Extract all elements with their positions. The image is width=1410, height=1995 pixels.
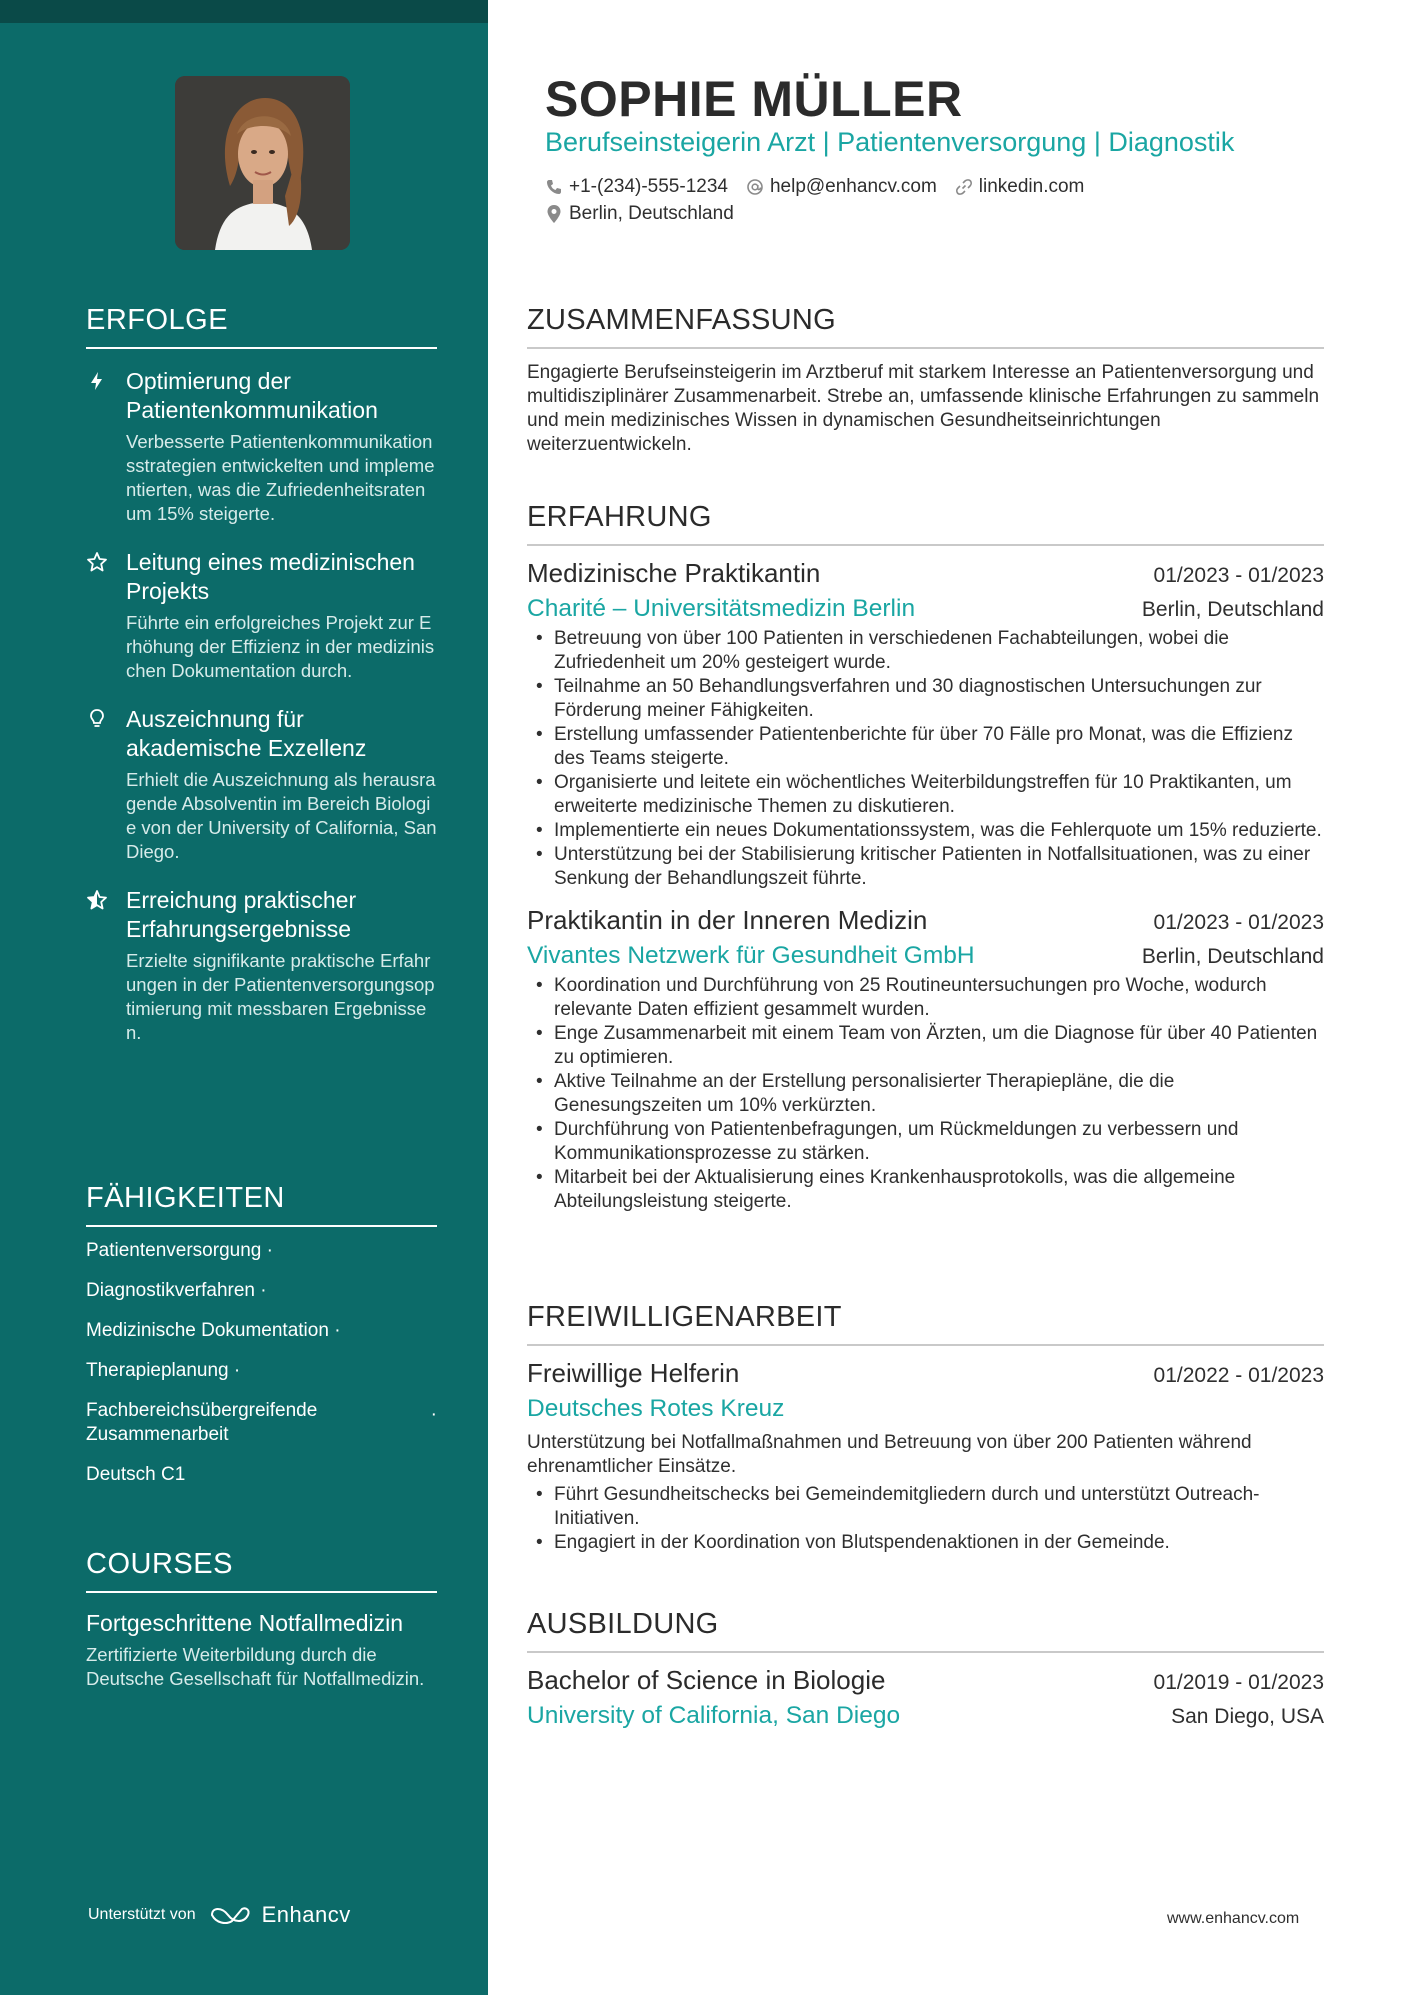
skills-heading: FÄHIGKEITEN bbox=[86, 1182, 437, 1227]
skill-separator: · bbox=[430, 1404, 437, 1425]
skill-label: Medizinische Dokumentation bbox=[86, 1320, 329, 1341]
volunteer-desc: Unterstützung bei Notfallmaßnahmen und Betreuung von über 200 Patienten während ehrenamtlicher Einsätze. bbox=[527, 1432, 1252, 1477]
volunteer-bullets bbox=[527, 1483, 1324, 1555]
at-icon bbox=[746, 178, 764, 196]
bullet-item: • Betreuung von über 100 Patienten in verschiedenen Fachabteilungen, wobei die Zufriedenheit um 20% gesteigert wurde. bbox=[527, 627, 1324, 675]
sidebar-top-bar bbox=[0, 0, 488, 23]
job-header bbox=[527, 558, 1324, 589]
achievement-desc: Führte ein erfolgreiches Projekt zur Erhöhung der Effizienz in der medizinischen Dokumentation durch. bbox=[126, 612, 435, 681]
job-title: Medizinische Praktikantin bbox=[527, 558, 821, 588]
skill-item bbox=[86, 1319, 437, 1343]
job-bullets bbox=[527, 627, 1324, 891]
contact-row bbox=[545, 176, 1102, 198]
achievement-title: Erreichung praktischer Erfahrungsergebnisse bbox=[126, 887, 357, 942]
bullet-item: • Engagiert in der Koordination von Blutspendenaktionen in der Gemeinde. bbox=[527, 1531, 1324, 1555]
achievement-title: Leitung eines medizinischen Projekts bbox=[126, 549, 415, 604]
job-subheader bbox=[527, 942, 1324, 970]
bullet-item: • Führt Gesundheitschecks bei Gemeindemitgliedern durch und unterstützt Outreach-Initiativen. bbox=[527, 1483, 1324, 1531]
summary-heading: ZUSAMMENFASSUNG bbox=[527, 304, 1324, 349]
linkedin-contact[interactable] bbox=[955, 176, 1085, 198]
linkedin-text: linkedin.com bbox=[978, 176, 1085, 197]
volunteer-header bbox=[527, 1358, 1324, 1389]
location-pin-icon bbox=[545, 204, 563, 224]
education-entry bbox=[527, 1665, 1324, 1730]
job-entry bbox=[527, 905, 1324, 1214]
footer-url[interactable]: www.enhancv.com bbox=[1167, 1910, 1300, 1927]
achievement-desc: Erzielte signifikante praktische Erfahrungen in der Patientenversorgungsoptimierung mit messbaren Ergebnissen. bbox=[126, 950, 435, 1043]
skill-item bbox=[86, 1463, 437, 1487]
skill-item bbox=[86, 1239, 437, 1263]
enhancv-brand bbox=[208, 1902, 351, 1928]
skill-separator: · bbox=[233, 1360, 241, 1381]
skills-section bbox=[86, 1182, 437, 1487]
location-contact bbox=[545, 203, 734, 225]
job-location: Berlin, Deutschland bbox=[1141, 598, 1324, 621]
skill-label: Patientenversorgung bbox=[86, 1240, 262, 1261]
location-row bbox=[545, 203, 752, 225]
skill-separator: · bbox=[334, 1320, 341, 1341]
education-location: San Diego, USA bbox=[1171, 1705, 1324, 1728]
education-school: University of California, San Diego bbox=[527, 1702, 901, 1729]
email-contact[interactable] bbox=[746, 176, 937, 198]
bullet-item: • Organisierte und leitete ein wöchentliches Weiterbildungstreffen für 10 Praktikanten, um erweiterte medizinische Themen zu diskutieren. bbox=[527, 771, 1324, 819]
star-outline-icon bbox=[86, 551, 108, 573]
profile-photo bbox=[175, 76, 350, 250]
achievement-desc: Erhielt die Auszeichnung als herausragende Absolventin im Bereich Biologie von der University of California, San Diego. bbox=[126, 769, 437, 862]
bolt-icon bbox=[86, 370, 108, 392]
email-text: help@enhancv.com bbox=[769, 176, 937, 197]
skill-item bbox=[86, 1279, 437, 1303]
volunteer-dates: 01/2022 - 01/2023 bbox=[1153, 1364, 1324, 1387]
course-title: Fortgeschrittene Notfallmedizin bbox=[86, 1610, 404, 1636]
volunteer-section bbox=[527, 1301, 1324, 1555]
achievement-title: Optimierung der Patientenkommunikation bbox=[126, 368, 378, 423]
skill-label: Diagnostikverfahren bbox=[86, 1280, 255, 1301]
job-subheader bbox=[527, 595, 1324, 623]
job-company: Charité – Universitätsmedizin Berlin bbox=[527, 595, 916, 622]
job-location: Berlin, Deutschland bbox=[1141, 945, 1324, 968]
skill-item bbox=[86, 1399, 437, 1447]
phone-text: +1-(234)-555-1234 bbox=[569, 176, 728, 197]
education-degree: Bachelor of Science in Biologie bbox=[527, 1665, 886, 1695]
job-company: Vivantes Netzwerk für Gesundheit GmbH bbox=[527, 942, 975, 969]
education-section bbox=[527, 1608, 1324, 1730]
phone-icon bbox=[545, 178, 563, 196]
powered-by bbox=[88, 1902, 351, 1928]
volunteer-organization: Deutsches Rotes Kreuz bbox=[527, 1395, 785, 1422]
summary-text: Engagierte Berufseinsteigerin im Arztberuf mit starkem Interesse an Patientenversorgung und multidisziplinärer Zusammenarbeit. Strebe an, umfassende klinische Erfahrungen zu sammeln und mein medizinisches Wissen in dynamischen Gesundheitseinrichtungen weiterzuentwickeln. bbox=[527, 362, 1320, 455]
skill-separator: · bbox=[260, 1280, 267, 1301]
education-header bbox=[527, 1665, 1324, 1696]
course-desc: Zertifizierte Weiterbildung durch die Deutsche Gesellschaft für Notfallmedizin. bbox=[86, 1644, 425, 1689]
candidate-name: SOPHIE MÜLLER bbox=[545, 71, 963, 127]
achievement-item bbox=[86, 886, 437, 1045]
link-icon bbox=[955, 178, 973, 196]
bullet-item: • Unterstützung bei der Stabilisierung kritischer Patienten in Notfallsituationen, was zu einer Senkung der Behandlungszeit führte. bbox=[527, 843, 1324, 891]
phone-contact[interactable] bbox=[545, 176, 728, 198]
location-text: Berlin, Deutschland bbox=[569, 203, 734, 224]
courses-section bbox=[86, 1548, 437, 1691]
volunteer-subheader bbox=[527, 1395, 1324, 1423]
skill-label: Fachbereichsübergreifende Zusammenarbeit bbox=[86, 1400, 318, 1445]
skill-label: Therapieplanung bbox=[86, 1360, 229, 1381]
lightbulb-icon bbox=[86, 708, 108, 730]
achievement-title: Auszeichnung für akademische Exzellenz bbox=[126, 706, 367, 761]
bullet-item: • Mitarbeit bei der Aktualisierung eines Krankenhausprotokolls, was die allgemeine Abteilungsleistung steigerte. bbox=[527, 1166, 1324, 1214]
bullet-item: • Implementierte ein neues Dokumentationssystem, was die Fehlerquote um 15% reduzierte. bbox=[527, 819, 1324, 843]
achievement-item bbox=[86, 705, 437, 864]
bullet-item: • Aktive Teilnahme an der Erstellung personalisierter Therapiepläne, die die Genesungszeiten um 10% verkürzten. bbox=[527, 1070, 1324, 1118]
experience-heading: ERFAHRUNG bbox=[527, 501, 1324, 546]
education-subheader bbox=[527, 1702, 1324, 1730]
job-title: Praktikantin in der Inneren Medizin bbox=[527, 905, 928, 935]
brand-name: Enhancv bbox=[261, 1902, 351, 1927]
job-header bbox=[527, 905, 1324, 936]
summary-section bbox=[527, 304, 1324, 457]
volunteer-heading: FREIWILLIGENARBEIT bbox=[527, 1301, 1324, 1346]
bullet-item: • Erstellung umfassender Patientenberichte für über 70 Fälle pro Monat, was die Effizienz des Teams steigerte. bbox=[527, 723, 1324, 771]
job-dates: 01/2023 - 01/2023 bbox=[1153, 564, 1324, 587]
star-half-icon bbox=[86, 889, 108, 911]
achievements-section bbox=[86, 304, 437, 1045]
volunteer-title: Freiwillige Helferin bbox=[527, 1358, 740, 1388]
powered-by-label: Unterstützt von bbox=[88, 1906, 196, 1923]
sidebar bbox=[0, 0, 488, 1995]
achievement-item bbox=[86, 548, 437, 683]
experience-section bbox=[527, 501, 1324, 1214]
skill-item bbox=[86, 1359, 437, 1383]
bullet-item: • Koordination und Durchführung von 25 Routineuntersuchungen pro Woche, wodurch relevante Daten effizient gesammelt wurden. bbox=[527, 974, 1324, 1022]
enhancv-logo-icon bbox=[208, 1903, 254, 1927]
skill-separator: · bbox=[266, 1240, 273, 1261]
bullet-item: • Teilnahme an 50 Behandlungsverfahren und 30 diagnostischen Untersuchungen zur Förderung meiner Fähigkeiten. bbox=[527, 675, 1324, 723]
job-dates: 01/2023 - 01/2023 bbox=[1153, 911, 1324, 934]
education-heading: AUSBILDUNG bbox=[527, 1608, 1324, 1653]
job-entry bbox=[527, 558, 1324, 891]
achievement-item bbox=[86, 367, 437, 526]
courses-heading: COURSES bbox=[86, 1548, 437, 1593]
skill-label: Deutsch C1 bbox=[86, 1464, 186, 1485]
achievement-desc: Verbesserte Patientenkommunikationsstrategien entwickelten und implementierten, was die Zufriedenheitsraten um 15% steigerte. bbox=[126, 431, 435, 524]
bullet-item: • Enge Zusammenarbeit mit einem Team von Ärzten, um die Diagnose für über 40 Patienten zu optimieren. bbox=[527, 1022, 1324, 1070]
volunteer-entry bbox=[527, 1358, 1324, 1555]
bullet-item: • Durchführung von Patientenbefragungen, um Rückmeldungen zu verbessern und Kommunikationsprozesse zu stärken. bbox=[527, 1118, 1324, 1166]
candidate-headline: Berufseinsteigerin Arzt | Patientenversorgung | Diagnostik bbox=[545, 127, 1235, 157]
job-bullets bbox=[527, 974, 1324, 1214]
achievements-heading: ERFOLGE bbox=[86, 304, 437, 349]
education-dates: 01/2019 - 01/2023 bbox=[1153, 1671, 1324, 1694]
